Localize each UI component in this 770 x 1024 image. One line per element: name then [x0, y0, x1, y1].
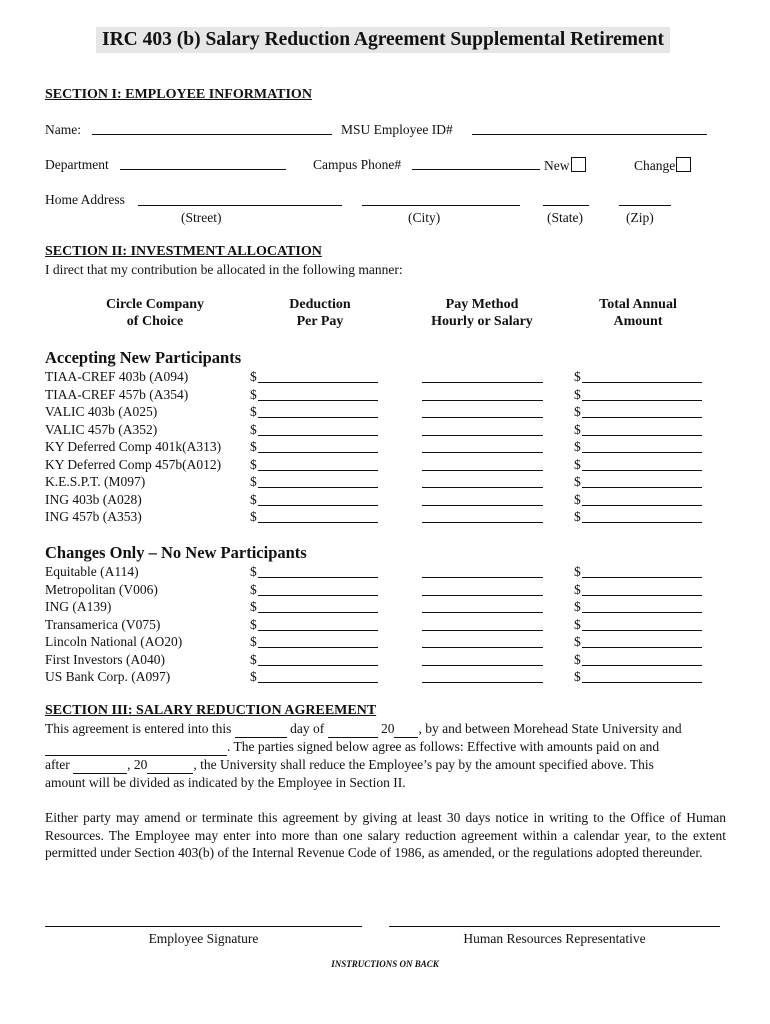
- total-dollar-sign: $: [574, 369, 581, 384]
- msu-id-label: MSU Employee ID#: [341, 122, 453, 137]
- deduction-dollar-sign: $: [250, 386, 257, 402]
- deduction-dollar-sign: $: [250, 669, 257, 684]
- total-dollar-sign: $: [574, 404, 581, 419]
- col-header-pay-method: Pay Method Hourly or Salary: [431, 297, 533, 329]
- agreement-year-field[interactable]: [394, 721, 418, 738]
- state-caption: (State): [547, 210, 583, 225]
- deduction-dollar-sign: $: [250, 369, 257, 384]
- agreement-party-field[interactable]: [45, 739, 227, 756]
- deduction-field[interactable]: [258, 452, 378, 453]
- agreement-line-4: amount will be divided as indicated by the Employee in Section II.: [45, 775, 406, 790]
- pay-method-field[interactable]: [422, 665, 543, 666]
- col-header-deduction: Deduction Per Pay: [289, 297, 351, 329]
- company-name: VALIC 403b (A025): [45, 404, 158, 419]
- new-label: New: [544, 158, 570, 173]
- deduction-field[interactable]: [258, 630, 378, 631]
- company-name: ING 457b (A353): [45, 509, 142, 524]
- agreement-month-field[interactable]: [328, 721, 378, 738]
- deduction-dollar-sign: $: [250, 404, 257, 419]
- deduction-dollar-sign: $: [250, 599, 257, 614]
- deduction-field[interactable]: [258, 522, 378, 523]
- employee-signature-label: Employee Signature: [148, 931, 259, 946]
- total-dollar-sign: $: [574, 581, 581, 597]
- company-name: KY Deferred Comp 401k(A313): [45, 439, 222, 454]
- col-header-company: Circle Company of Choice: [105, 297, 205, 329]
- total-dollar-sign: $: [574, 616, 581, 632]
- total-annual-field[interactable]: [582, 417, 702, 418]
- total-dollar-sign: $: [574, 386, 581, 402]
- deduction-field[interactable]: [258, 435, 378, 436]
- pay-method-field[interactable]: [422, 382, 543, 383]
- total-annual-field[interactable]: [582, 630, 702, 631]
- company-name: Metropolitan (V006): [45, 581, 158, 597]
- total-dollar-sign: $: [574, 509, 581, 524]
- amendment-paragraph: Either party may amend or terminate this agreement by giving at least 30 days notice in writing to the Office of Human Resources. The Employee may enter into more than one salary reduction agreement within a calendar year, to the extent permitted under Section 403(b) of the Internal Revenue Code of 1986, as amended, or the regulations adopted thereunder.: [45, 810, 726, 861]
- pay-method-field[interactable]: [422, 505, 543, 506]
- total-annual-field[interactable]: [582, 522, 702, 523]
- agreement-day-field[interactable]: [235, 721, 287, 738]
- zip-caption: (Zip): [626, 210, 654, 225]
- col-header-total-annual: Total Annual Amount: [599, 297, 677, 329]
- pay-method-field[interactable]: [422, 435, 543, 436]
- deduction-dollar-sign: $: [250, 456, 257, 472]
- total-dollar-sign: $: [574, 491, 581, 507]
- total-dollar-sign: $: [574, 564, 581, 579]
- pay-method-field[interactable]: [422, 487, 543, 488]
- deduction-field[interactable]: [258, 595, 378, 596]
- deduction-dollar-sign: $: [250, 491, 257, 507]
- total-annual-field[interactable]: [582, 577, 702, 578]
- total-dollar-sign: $: [574, 474, 581, 489]
- pay-method-field[interactable]: [422, 452, 543, 453]
- deduction-dollar-sign: $: [250, 651, 257, 667]
- total-annual-field[interactable]: [582, 452, 702, 453]
- street-caption: (Street): [181, 210, 222, 225]
- change-checkbox[interactable]: [676, 157, 691, 172]
- deduction-field[interactable]: [258, 417, 378, 418]
- company-name: ING 403b (A028): [45, 491, 142, 507]
- deduction-dollar-sign: $: [250, 616, 257, 632]
- allocation-intro: I direct that my contribution be allocated in the following manner:: [45, 262, 403, 277]
- effective-year-field[interactable]: [147, 757, 193, 774]
- total-annual-field[interactable]: [582, 487, 702, 488]
- pay-method-field[interactable]: [422, 612, 543, 613]
- employee-signature-line[interactable]: [45, 926, 362, 927]
- deduction-dollar-sign: $: [250, 564, 257, 579]
- department-field[interactable]: [120, 169, 286, 170]
- deduction-dollar-sign: $: [250, 439, 257, 454]
- pay-method-field[interactable]: [422, 595, 543, 596]
- total-dollar-sign: $: [574, 439, 581, 454]
- total-annual-field[interactable]: [582, 682, 702, 683]
- deduction-dollar-sign: $: [250, 474, 257, 489]
- pay-method-field[interactable]: [422, 522, 543, 523]
- deduction-field[interactable]: [258, 382, 378, 383]
- section-1-heading: SECTION I: EMPLOYEE INFORMATION: [45, 87, 312, 102]
- deduction-field[interactable]: [258, 577, 378, 578]
- pay-method-field[interactable]: [422, 630, 543, 631]
- deduction-dollar-sign: $: [250, 509, 257, 524]
- company-name: ING (A139): [45, 599, 112, 614]
- deduction-field[interactable]: [258, 487, 378, 488]
- total-annual-field[interactable]: [582, 435, 702, 436]
- total-dollar-sign: $: [574, 651, 581, 667]
- zip-field[interactable]: [619, 205, 671, 206]
- campus-phone-field[interactable]: [412, 169, 540, 170]
- section-2-heading: SECTION II: INVESTMENT ALLOCATION: [45, 244, 322, 259]
- group-accepting-title: Accepting New Participants: [45, 348, 242, 367]
- group-changes-title: Changes Only – No New Participants: [45, 543, 307, 562]
- new-checkbox[interactable]: [571, 157, 586, 172]
- msu-id-field[interactable]: [472, 134, 707, 135]
- pay-method-field[interactable]: [422, 647, 543, 648]
- company-name: Lincoln National (AO20): [45, 634, 183, 649]
- pay-method-field[interactable]: [422, 417, 543, 418]
- deduction-field[interactable]: [258, 647, 378, 648]
- deduction-dollar-sign: $: [250, 634, 257, 649]
- deduction-field[interactable]: [258, 682, 378, 683]
- total-annual-field[interactable]: [582, 382, 702, 383]
- form-title: IRC 403 (b) Salary Reduction Agreement Supplemental Retirement: [96, 27, 670, 53]
- total-dollar-sign: $: [574, 456, 581, 472]
- hr-signature-label: Human Resources Representative: [463, 931, 646, 946]
- deduction-field[interactable]: [258, 400, 378, 401]
- street-field[interactable]: [138, 205, 342, 206]
- company-name: K.E.S.P.T. (M097): [45, 474, 146, 489]
- company-name: VALIC 457b (A352): [45, 421, 158, 437]
- name-field[interactable]: [92, 134, 332, 135]
- hr-signature-line[interactable]: [389, 926, 720, 927]
- deduction-dollar-sign: $: [250, 421, 257, 437]
- campus-phone-label: Campus Phone#: [313, 157, 402, 172]
- pay-method-field[interactable]: [422, 400, 543, 401]
- company-name: KY Deferred Comp 457b(A012): [45, 456, 222, 472]
- agreement-line-2: . The parties signed below agree as follows: Effective with amounts paid on and: [45, 739, 659, 756]
- city-caption: (City): [408, 210, 441, 225]
- deduction-field[interactable]: [258, 612, 378, 613]
- total-annual-field[interactable]: [582, 595, 702, 596]
- total-annual-field[interactable]: [582, 612, 702, 613]
- agreement-line-1: This agreement is entered into this day of 20 , by and between Morehead State University and: [45, 721, 682, 736]
- city-field[interactable]: [362, 205, 520, 206]
- change-label: Change: [634, 158, 676, 173]
- total-annual-field[interactable]: [582, 470, 702, 471]
- company-name: TIAA-CREF 457b (A354): [45, 386, 189, 402]
- department-label: Department: [45, 157, 109, 172]
- total-annual-field[interactable]: [582, 505, 702, 506]
- deduction-field[interactable]: [258, 470, 378, 471]
- company-name: Transamerica (V075): [45, 616, 161, 632]
- deduction-field[interactable]: [258, 665, 378, 666]
- agreement-line-3: after , 20 , the University shall reduce the Employee’s pay by the amount specified above. This: [45, 757, 654, 772]
- home-address-label: Home Address: [45, 192, 125, 207]
- pay-method-field[interactable]: [422, 682, 543, 683]
- total-annual-field[interactable]: [582, 665, 702, 666]
- total-dollar-sign: $: [574, 669, 581, 684]
- total-dollar-sign: $: [574, 599, 581, 614]
- company-name: Equitable (A114): [45, 564, 139, 579]
- footer-instructions: INSTRUCTIONS ON BACK: [331, 959, 439, 969]
- total-dollar-sign: $: [574, 421, 581, 437]
- pay-method-field[interactable]: [422, 470, 543, 471]
- state-field[interactable]: [543, 205, 589, 206]
- name-label: Name:: [45, 122, 81, 137]
- deduction-field[interactable]: [258, 505, 378, 506]
- change-checkbox-group: [634, 157, 691, 174]
- effective-date-field[interactable]: [73, 757, 127, 774]
- total-dollar-sign: $: [574, 634, 581, 649]
- total-annual-field[interactable]: [582, 400, 702, 401]
- section-3-heading: SECTION III: SALARY REDUCTION AGREEMENT: [45, 703, 377, 718]
- total-annual-field[interactable]: [582, 647, 702, 648]
- company-name: First Investors (A040): [45, 651, 165, 667]
- company-name: TIAA-CREF 403b (A094): [45, 369, 189, 384]
- deduction-dollar-sign: $: [250, 581, 257, 597]
- pay-method-field[interactable]: [422, 577, 543, 578]
- company-name: US Bank Corp. (A097): [45, 669, 171, 684]
- new-checkbox-group: [544, 157, 586, 174]
